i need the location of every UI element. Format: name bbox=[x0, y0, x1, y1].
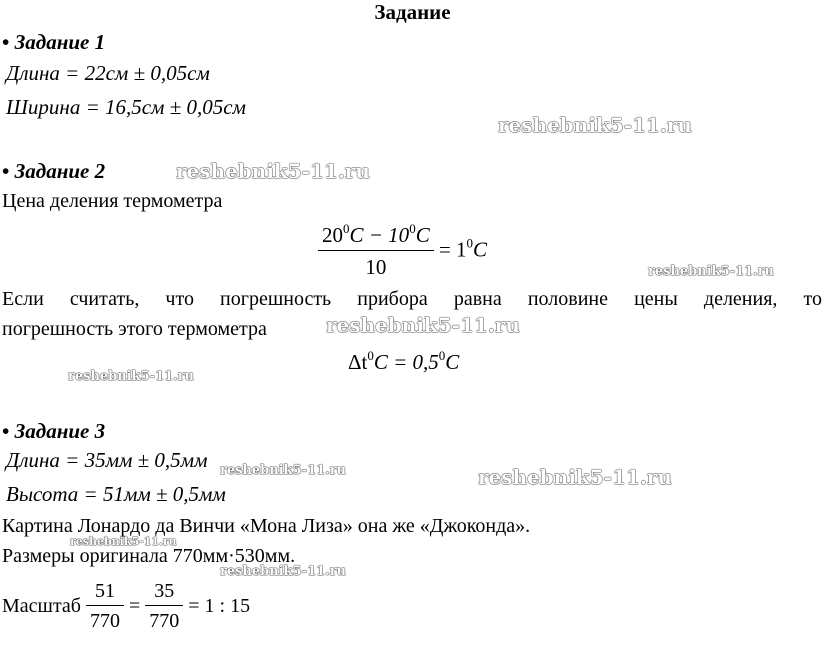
task-1-heading-text: Задание 1 bbox=[14, 30, 106, 54]
division-fraction-denominator: 10 bbox=[365, 255, 387, 279]
bullet: • bbox=[2, 159, 10, 183]
scale-fraction-1 bbox=[86, 580, 124, 633]
watermark: reshebnik5-11.ru bbox=[648, 264, 775, 279]
watermark: reshebnik5-11.ru bbox=[68, 369, 195, 384]
task-3-length: Длина = 35мм ± 0,5мм bbox=[6, 448, 208, 472]
division-unit: C bbox=[473, 237, 488, 262]
watermark: reshebnik5-11.ru bbox=[326, 313, 520, 337]
division-fraction-numerator: $20^0C - 10^0C$ bbox=[318, 223, 434, 251]
page-title: Задание bbox=[374, 0, 451, 24]
division-fraction bbox=[318, 223, 434, 280]
sizes-text: Размеры оригинала 770мм·530мм. bbox=[2, 545, 296, 567]
scale-label: Масштаб bbox=[2, 595, 81, 617]
task-1-length: Длина = 22см ± 0,05см bbox=[6, 61, 210, 85]
scale-fraction-2 bbox=[145, 580, 183, 633]
task-3-height: Высота = 51мм ± 0,5мм bbox=[6, 482, 226, 506]
scale-fraction-2-denominator: 770 bbox=[149, 610, 180, 632]
bullet: • bbox=[2, 30, 10, 54]
task-1-width: Ширина = 16,5см ± 0,05см bbox=[6, 95, 246, 119]
watermark: reshebnik5-11.ru bbox=[70, 535, 177, 548]
painting-text: Картина Лонардо да Винчи «Мона Лиза» она же «Джоконда». bbox=[2, 515, 531, 537]
watermark: reshebnik5-11.ru bbox=[478, 465, 672, 489]
scale-fraction-1-denominator: 770 bbox=[89, 610, 120, 632]
task-1-heading bbox=[2, 30, 105, 55]
watermark: reshebnik5-11.ru bbox=[176, 159, 370, 183]
error-text-line-2: погрешность этого термометра bbox=[2, 318, 267, 340]
error-text-line-1: Если считать, что погрешность прибора равна половине цены деления, то bbox=[2, 288, 822, 310]
error-formula: $\Delta t^0C = 0,5^0C$ bbox=[348, 348, 460, 374]
division-formula: $\frac{20^0C - 10^0C}{10}$ = $1^0C$ bbox=[318, 223, 487, 280]
watermark: reshebnik5-11.ru bbox=[498, 113, 692, 137]
task-3-heading-text: Задание 3 bbox=[14, 419, 106, 443]
division-label: Цена деления термометра bbox=[2, 190, 223, 212]
scale-result: = 1 : 15 bbox=[188, 595, 251, 617]
bullet: • bbox=[2, 419, 10, 443]
task-3-heading bbox=[2, 419, 105, 444]
scale-formula bbox=[2, 580, 250, 633]
watermark: reshebnik5-11.ru bbox=[220, 463, 347, 478]
watermark: reshebnik5-11.ru bbox=[220, 564, 347, 579]
scale-fraction-1-numerator: 51 bbox=[86, 580, 124, 606]
task-2-heading bbox=[2, 159, 105, 184]
task-2-heading-text: Задание 2 bbox=[14, 159, 106, 183]
scale-equals: = bbox=[128, 595, 141, 617]
division-result: = 1 bbox=[438, 237, 467, 262]
scale-fraction-2-numerator: 35 bbox=[145, 580, 183, 606]
